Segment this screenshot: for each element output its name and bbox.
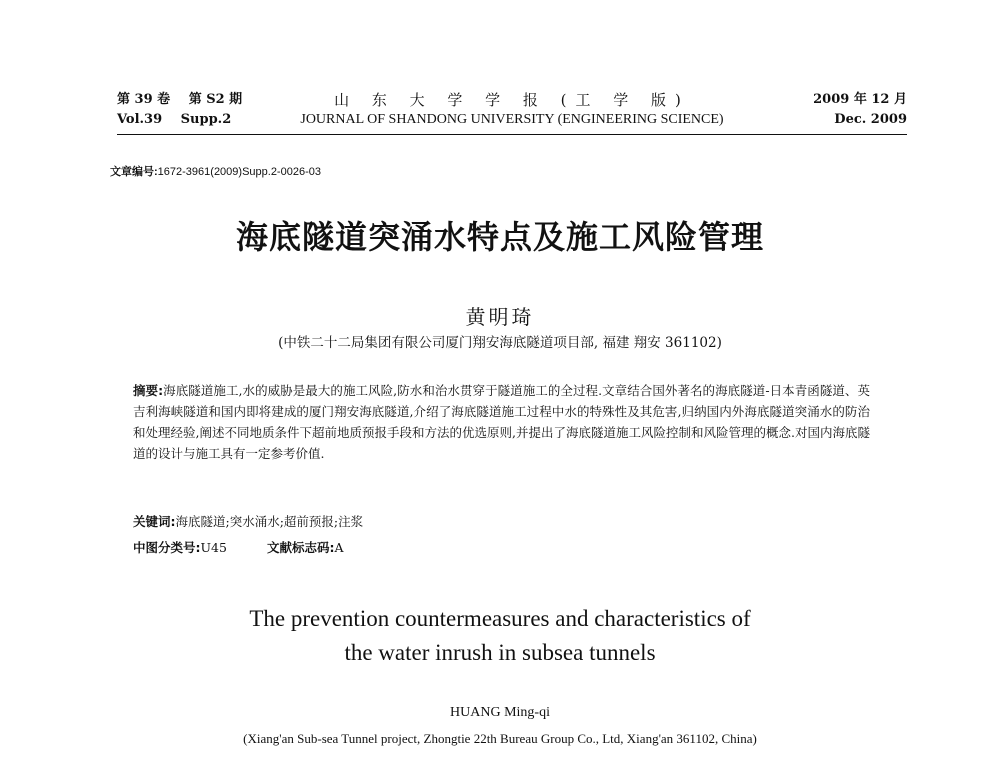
journal-name [117,90,907,130]
abstract-label: 摘要: [133,383,164,398]
doc-code-label: 文献标志码: [266,540,335,555]
date-en: Dec. 2009 [834,112,907,127]
affiliation-en: (Xiang'an Sub-sea Tunnel project, Zhongtie 22th Bureau Group Co., Ltd, Xiang'an 361102, China) [243,731,757,746]
abstract-text: 海底隧道施工,水的威胁是最大的施工风险,防水和治水贯穿于隧道施工的全过程.文章结合国外著名的海底隧道-日本青函隧道、英吉利海峡隧道和国内即将建成的厦门翔安海底隧道,介绍了海底隧道施工过程中水的特殊性及其危害,归纳国内外海底隧道突涌水的防治和处理经验,阐述不同地质条件下超前地质预报手段和方法的优选原则,并提出了海底隧道施工风险控制和风险管理的概念.对国内海底隧道的设计与施工具有一定参考价值. [133,383,870,461]
clc-label: 中图分类号: [133,540,201,555]
issue-date [813,90,907,130]
author-cn: 黄明琦 [465,305,535,329]
journal-name-en: JOURNAL OF SHANDONG UNIVERSITY (ENGINEERING SCIENCE) [300,112,724,127]
article-number-value: 1672-3961(2009)Supp.2-0026-03 [157,166,321,178]
clc-value: U45 [200,540,227,555]
header-divider [117,134,907,135]
supplement-cn: 第 S2 期 [188,92,243,107]
volume-cn: 第 39 卷 [117,92,171,107]
volume-en: Vol.39 [117,112,163,127]
journal-header [117,90,907,134]
paper-title-en-line1: The prevention countermeasures and characteristics of [249,606,751,631]
keywords [133,512,363,530]
paper-title-en-line2: the water inrush in subsea tunnels [344,640,656,665]
doc-code-value: A [334,540,344,555]
paper-title-en [0,602,1000,670]
supplement-en: Supp.2 [180,112,232,127]
keywords-text: 海底隧道;突水涌水;超前预报;注浆 [175,514,364,529]
date-cn: 2009 年 12 月 [813,92,907,107]
classification [133,538,343,556]
paper-title-cn: 海底隧道突涌水特点及施工风险管理 [235,218,764,256]
article-number [110,163,321,179]
abstract [133,380,870,464]
author-en: HUANG Ming-qi [450,705,550,720]
article-number-label: 文章编号: [110,166,158,178]
affiliation-cn: (中铁二十二局集团有限公司厦门翔安海底隧道项目部, 福建 翔安 361102) [278,335,722,351]
keywords-label: 关键词: [133,514,176,529]
journal-name-cn: 山 东 大 学 学 报 (工 学 版) [334,91,690,109]
